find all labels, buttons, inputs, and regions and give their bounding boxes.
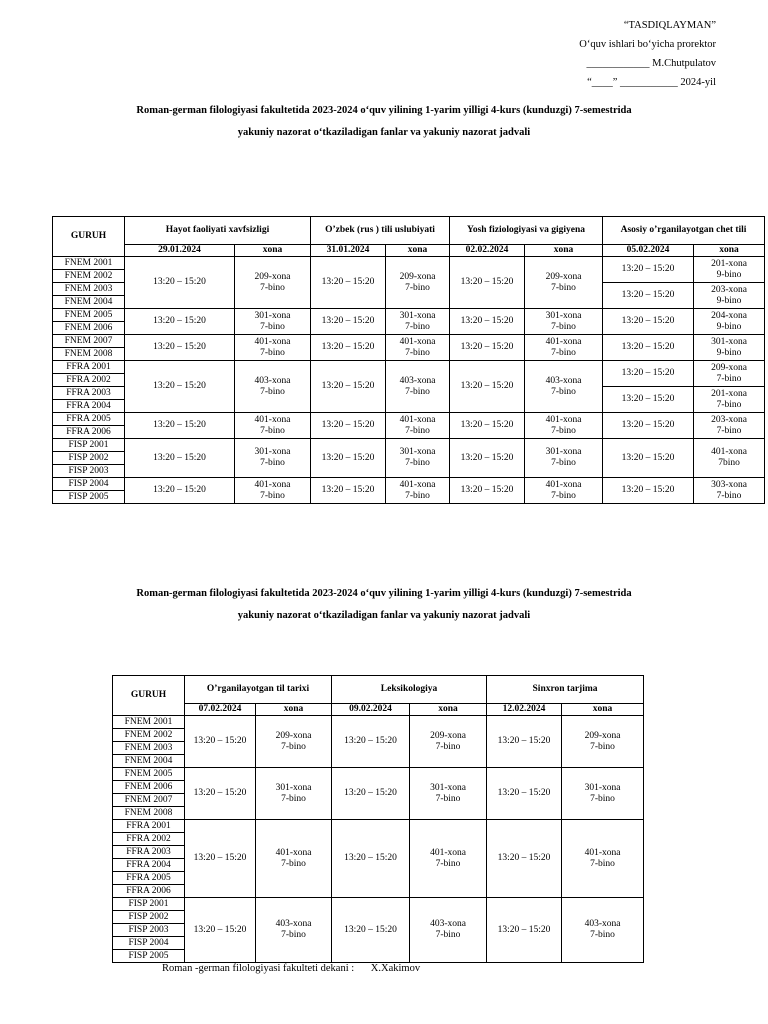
building-number: 7-bino xyxy=(260,425,285,436)
table-row xyxy=(113,898,644,963)
exam-time: 13:20 – 15:20 xyxy=(311,413,386,439)
group-list xyxy=(53,361,125,413)
room-number: 403-xona xyxy=(545,375,582,386)
exam-room xyxy=(410,898,487,963)
exam-room xyxy=(386,413,450,439)
room-number: 401-xona xyxy=(254,479,291,490)
exam-time: 13:20 – 15:20 xyxy=(603,283,694,309)
subject-header: Asosiy o’rganilayotgan chet tili xyxy=(603,217,765,245)
group-name: FFRA 2001 xyxy=(113,820,184,833)
room-number: 203-xona xyxy=(711,414,747,425)
exam-time: 13:20 – 15:20 xyxy=(311,309,386,335)
building-number: 7-bino xyxy=(281,741,306,752)
building-number: 7-bino xyxy=(716,373,742,384)
building-number: 7-bino xyxy=(405,282,430,293)
room-number: 301-xona xyxy=(275,782,312,793)
room-number: 209-xona xyxy=(275,730,312,741)
room-number: 301-xona xyxy=(545,447,582,457)
room-number: 301-xona xyxy=(711,336,747,347)
table-row xyxy=(113,768,644,820)
building-number: 7-bino xyxy=(260,347,285,358)
exam-room xyxy=(235,439,311,478)
room-number: 403-xona xyxy=(275,919,312,929)
group-name: FFRA 2002 xyxy=(113,833,184,846)
group-list xyxy=(53,413,125,439)
subject-header: O’zbek (rus ) tili uslubiyati xyxy=(311,217,450,245)
room-number: 209-xona xyxy=(711,362,747,373)
room-header: xona xyxy=(386,245,450,257)
exam-room xyxy=(410,768,487,820)
group-column-header: GURUH xyxy=(53,217,125,257)
room-number: 401-xona xyxy=(545,414,582,425)
exam-date: 07.02.2024 xyxy=(185,704,256,716)
room-number: 401-xona xyxy=(399,336,436,347)
exam-room xyxy=(694,439,765,478)
group-name: FNEM 2002 xyxy=(113,729,184,742)
exam-time: 13:20 – 15:20 xyxy=(487,820,562,898)
group-name: FISP 2002 xyxy=(113,911,184,924)
group-name: FFRA 2001 xyxy=(53,361,124,374)
group-name: FNEM 2007 xyxy=(53,335,124,348)
exam-time: 13:20 – 15:20 xyxy=(311,335,386,361)
room-number: 401-xona xyxy=(399,479,436,490)
group-name: FNEM 2004 xyxy=(124,756,173,766)
group-name: FNEM 2005 xyxy=(53,309,124,322)
exam-room xyxy=(694,413,765,439)
table-row xyxy=(53,309,765,335)
exam-time: 13:20 – 15:20 xyxy=(311,439,386,478)
subject-header: Sinxron tarjima xyxy=(487,676,644,704)
building-number: 7-bino xyxy=(551,386,576,397)
room-header: xona xyxy=(235,245,311,257)
title-line: yakuniy nazorat o‘tkaziladigan fanlar va yakuniy nazorat jadvali xyxy=(237,127,531,138)
room-number: 301-xona xyxy=(584,782,621,793)
group-list xyxy=(113,898,185,963)
header-row xyxy=(53,217,765,245)
approval-signature: ____________ M.Chutpulatov xyxy=(586,58,716,69)
exam-time: 13:20 – 15:20 xyxy=(450,335,525,361)
room-number: 203-xona xyxy=(711,284,747,295)
group-name: FFRA 2002 xyxy=(53,374,124,387)
exam-room xyxy=(562,898,644,963)
room-header: xona xyxy=(525,245,603,257)
exam-schedule-table-2 xyxy=(112,675,644,963)
building-number: 7-bino xyxy=(405,425,430,436)
building-number: 7-bino xyxy=(260,490,285,501)
exam-room xyxy=(235,478,311,504)
schedule-title-2 xyxy=(0,583,768,627)
room-header: xona xyxy=(562,704,644,716)
exam-date: 02.02.2024 xyxy=(450,245,525,257)
room-header: xona xyxy=(694,245,765,257)
room-header: xona xyxy=(256,704,332,716)
exam-time: 13:20 – 15:20 xyxy=(311,478,386,504)
exam-time: 13:20 – 15:20 xyxy=(450,439,525,478)
building-number: 7-bino xyxy=(260,386,285,397)
exam-time: 13:20 – 15:20 xyxy=(603,309,694,335)
exam-room xyxy=(235,257,311,309)
exam-room xyxy=(386,478,450,504)
exam-room xyxy=(256,898,332,963)
group-list xyxy=(53,257,125,309)
exam-room xyxy=(386,361,450,413)
room-number: 201-xona xyxy=(711,258,747,269)
room-number: 301-xona xyxy=(254,447,291,457)
room-number: 301-xona xyxy=(430,782,466,793)
room-header: xona xyxy=(410,704,487,716)
room-number: 403-xona xyxy=(584,919,621,929)
building-number: 7-bino xyxy=(405,386,430,397)
room-number: 204-xona xyxy=(711,310,747,321)
exam-room xyxy=(386,257,450,309)
group-name: FISP 2004 xyxy=(113,937,184,950)
exam-time: 13:20 – 15:20 xyxy=(311,257,386,309)
building-number: 7-bino xyxy=(435,741,461,752)
building-number: 7-bino xyxy=(281,858,306,869)
title-line: Roman-german filologiyasi fakultetida 2023-2024 o‘quv yilining 1-yarim yilligi 4-kurs (kunduzgi) 7-semestrida xyxy=(136,588,632,599)
dean-label: Roman -german filologiyasi fakulteti dekani : xyxy=(162,963,355,974)
subject-header: Hayot faoliyati xavfsizligi xyxy=(125,217,311,245)
room-number: 209-xona xyxy=(430,730,466,741)
exam-time: 13:20 – 15:20 xyxy=(185,716,256,768)
exam-room xyxy=(525,439,603,478)
exam-time: 13:20 – 15:20 xyxy=(450,413,525,439)
exam-room xyxy=(694,361,765,387)
exam-schedule-table-1 xyxy=(52,216,765,504)
group-name: FISP 2001 xyxy=(113,898,184,911)
room-number: 209-xona xyxy=(254,271,291,282)
exam-room xyxy=(235,361,311,413)
exam-time: 13:20 – 15:20 xyxy=(487,716,562,768)
group-list xyxy=(113,716,185,768)
table-row xyxy=(113,716,644,768)
header-row xyxy=(113,676,644,704)
exam-time: 13:20 – 15:20 xyxy=(603,413,694,439)
group-name: FISP 2005 xyxy=(128,951,169,961)
dean-signature-line xyxy=(162,963,420,974)
exam-time: 13:20 – 15:20 xyxy=(450,361,525,413)
exam-room xyxy=(525,361,603,413)
group-list xyxy=(53,478,125,504)
approval-date: “____” ___________ 2024-yil xyxy=(587,77,716,88)
exam-time: 13:20 – 15:20 xyxy=(125,309,235,335)
exam-room xyxy=(410,716,487,768)
building-number: 7-bino xyxy=(551,321,576,332)
building-number: 7-bino xyxy=(551,282,576,293)
exam-room xyxy=(525,257,603,309)
exam-time: 13:20 – 15:20 xyxy=(603,439,694,478)
exam-time: 13:20 – 15:20 xyxy=(125,361,235,413)
room-number: 403-xona xyxy=(430,919,466,929)
exam-room xyxy=(386,309,450,335)
room-number: 301-xona xyxy=(254,310,291,321)
building-number: 7-bino xyxy=(405,458,430,468)
building-number: 9-bino xyxy=(716,321,742,332)
exam-room xyxy=(694,478,765,504)
building-number: 7bino xyxy=(718,458,740,468)
building-number: 7-bino xyxy=(590,858,615,869)
room-number: 401-xona xyxy=(254,414,291,425)
exam-time: 13:20 – 15:20 xyxy=(185,820,256,898)
exam-date: 12.02.2024 xyxy=(487,704,562,716)
building-number: 7-bino xyxy=(405,321,430,332)
group-name: FISP 2001 xyxy=(53,439,124,452)
exam-room xyxy=(562,820,644,898)
table-row xyxy=(53,478,765,504)
exam-room xyxy=(694,387,765,413)
group-name: FISP 2003 xyxy=(113,924,184,937)
exam-room xyxy=(525,335,603,361)
exam-room xyxy=(562,716,644,768)
group-name: FFRA 2005 xyxy=(113,872,184,885)
room-number: 403-xona xyxy=(254,375,291,386)
approval-heading: “TASDIQLAYMAN” xyxy=(623,20,716,31)
group-name: FNEM 2006 xyxy=(64,323,113,333)
room-number: 303-xona xyxy=(711,479,747,490)
exam-room xyxy=(235,335,311,361)
schedule-title-1 xyxy=(0,100,768,144)
room-number: 301-xona xyxy=(545,310,582,321)
title-line: Roman-german filologiyasi fakultetida 2023-2024 o‘quv yilining 1-yarim yilligi 4-kurs (kunduzgi) 7-semestrida xyxy=(136,105,632,116)
exam-room xyxy=(386,439,450,478)
exam-time: 13:20 – 15:20 xyxy=(450,478,525,504)
exam-room xyxy=(256,768,332,820)
group-name: FNEM 2007 xyxy=(113,794,184,807)
building-number: 7-bino xyxy=(590,793,615,804)
exam-time: 13:20 – 15:20 xyxy=(332,820,410,898)
building-number: 7-bino xyxy=(716,399,742,410)
room-number: 401-xona xyxy=(711,447,747,457)
building-number: 7-bino xyxy=(590,741,615,752)
exam-date: 29.01.2024 xyxy=(125,245,235,257)
group-name: FFRA 2006 xyxy=(126,886,171,896)
building-number: 7-bino xyxy=(551,347,576,358)
exam-time: 13:20 – 15:20 xyxy=(125,413,235,439)
group-name: FNEM 2008 xyxy=(124,808,173,818)
building-number: 7-bino xyxy=(260,458,285,468)
room-number: 301-xona xyxy=(399,310,436,321)
table-row xyxy=(113,820,644,898)
group-name: FISP 2002 xyxy=(53,452,124,465)
exam-room xyxy=(525,413,603,439)
exam-time: 13:20 – 15:20 xyxy=(603,257,694,283)
building-number: 7-bino xyxy=(405,490,430,501)
subheader-row xyxy=(113,704,644,716)
room-number: 401-xona xyxy=(545,479,582,490)
exam-time: 13:20 – 15:20 xyxy=(487,898,562,963)
room-number: 209-xona xyxy=(584,730,621,741)
exam-room xyxy=(256,716,332,768)
building-number: 7-bino xyxy=(260,282,285,293)
group-name: FNEM 2003 xyxy=(113,742,184,755)
title-line: yakuniy nazorat o‘tkaziladigan fanlar va yakuniy nazorat jadvali xyxy=(237,610,531,621)
room-number: 401-xona xyxy=(584,847,621,858)
exam-room xyxy=(562,768,644,820)
group-name: FFRA 2003 xyxy=(113,846,184,859)
building-number: 7-bino xyxy=(405,347,430,358)
building-number: 7-bino xyxy=(590,930,615,940)
table-row xyxy=(53,361,765,387)
exam-room xyxy=(386,335,450,361)
building-number: 7-bino xyxy=(551,425,576,436)
group-name: FNEM 2004 xyxy=(64,297,113,307)
exam-time: 13:20 – 15:20 xyxy=(125,335,235,361)
approval-position: O‘quv ishlari bo‘yicha prorektor xyxy=(579,39,716,50)
exam-time: 13:20 – 15:20 xyxy=(185,768,256,820)
exam-room xyxy=(256,820,332,898)
building-number: 9-bino xyxy=(716,295,742,306)
group-name: FFRA 2005 xyxy=(53,413,124,426)
room-number: 401-xona xyxy=(545,336,582,347)
exam-room xyxy=(694,335,765,361)
building-number: 7-bino xyxy=(716,490,742,501)
subheader-row xyxy=(53,245,765,257)
table-row xyxy=(53,257,765,283)
exam-room xyxy=(694,257,765,283)
group-list xyxy=(53,335,125,361)
group-name: FFRA 2004 xyxy=(113,859,184,872)
room-number: 401-xona xyxy=(254,336,291,347)
exam-time: 13:20 – 15:20 xyxy=(332,716,410,768)
exam-time: 13:20 – 15:20 xyxy=(487,768,562,820)
building-number: 7-bino xyxy=(281,930,306,940)
group-column-header: GURUH xyxy=(113,676,185,716)
exam-time: 13:20 – 15:20 xyxy=(603,478,694,504)
exam-room xyxy=(694,309,765,335)
exam-room xyxy=(235,413,311,439)
subject-header: Yosh fiziologiyasi va gigiyena xyxy=(450,217,603,245)
group-list xyxy=(113,820,185,898)
exam-time: 13:20 – 15:20 xyxy=(450,309,525,335)
building-number: 7-bino xyxy=(281,793,306,804)
exam-time: 13:20 – 15:20 xyxy=(125,478,235,504)
group-name: FNEM 2003 xyxy=(53,283,124,296)
room-number: 209-xona xyxy=(545,271,582,282)
room-number: 401-xona xyxy=(399,414,436,425)
exam-time: 13:20 – 15:20 xyxy=(332,898,410,963)
exam-time: 13:20 – 15:20 xyxy=(450,257,525,309)
group-name: FFRA 2006 xyxy=(66,427,111,437)
exam-time: 13:20 – 15:20 xyxy=(311,361,386,413)
table-row xyxy=(53,335,765,361)
exam-time: 13:20 – 15:20 xyxy=(332,768,410,820)
group-name: FNEM 2001 xyxy=(53,257,124,270)
exam-date: 09.02.2024 xyxy=(332,704,410,716)
room-number: 301-xona xyxy=(399,447,436,457)
exam-date: 31.01.2024 xyxy=(311,245,386,257)
group-name: FNEM 2001 xyxy=(113,716,184,729)
building-number: 7-bino xyxy=(435,858,461,869)
room-number: 201-xona xyxy=(711,388,747,399)
building-number: 7-bino xyxy=(435,793,461,804)
group-name: FFRA 2003 xyxy=(53,387,124,400)
approval-block xyxy=(476,16,716,92)
room-number: 403-xona xyxy=(399,375,436,386)
building-number: 7-bino xyxy=(260,321,285,332)
building-number: 9-bino xyxy=(716,269,742,280)
group-name: FNEM 2008 xyxy=(64,349,113,359)
exam-room xyxy=(235,309,311,335)
table-row xyxy=(53,439,765,478)
exam-date: 05.02.2024 xyxy=(603,245,694,257)
group-name: FISP 2005 xyxy=(68,492,109,502)
exam-room xyxy=(694,283,765,309)
group-name: FNEM 2006 xyxy=(113,781,184,794)
exam-room xyxy=(525,478,603,504)
group-name: FISP 2004 xyxy=(53,478,124,491)
building-number: 7-bino xyxy=(716,425,742,436)
group-name: FNEM 2005 xyxy=(113,768,184,781)
dean-name: X.Xakimov xyxy=(370,963,421,974)
table-row xyxy=(53,413,765,439)
room-number: 401-xona xyxy=(430,847,466,858)
exam-time: 13:20 – 15:20 xyxy=(185,898,256,963)
subject-header: Leksikologiya xyxy=(332,676,487,704)
exam-time: 13:20 – 15:20 xyxy=(603,361,694,387)
group-list xyxy=(53,309,125,335)
exam-time: 13:20 – 15:20 xyxy=(125,439,235,478)
group-list xyxy=(113,768,185,820)
building-number: 7-bino xyxy=(551,490,576,501)
building-number: 7-bino xyxy=(435,930,461,940)
subject-header: O’rganilayotgan til tarixi xyxy=(185,676,332,704)
group-name: FFRA 2004 xyxy=(66,401,111,411)
group-name: FNEM 2002 xyxy=(53,270,124,283)
exam-time: 13:20 – 15:20 xyxy=(125,257,235,309)
room-number: 209-xona xyxy=(399,271,436,282)
exam-room xyxy=(410,820,487,898)
exam-time: 13:20 – 15:20 xyxy=(603,387,694,413)
room-number: 401-xona xyxy=(275,847,312,858)
group-list xyxy=(53,439,125,478)
building-number: 9-bino xyxy=(716,347,742,358)
exam-time: 13:20 – 15:20 xyxy=(603,335,694,361)
exam-room xyxy=(525,309,603,335)
building-number: 7-bino xyxy=(551,458,576,468)
group-name: FISP 2003 xyxy=(68,466,109,476)
